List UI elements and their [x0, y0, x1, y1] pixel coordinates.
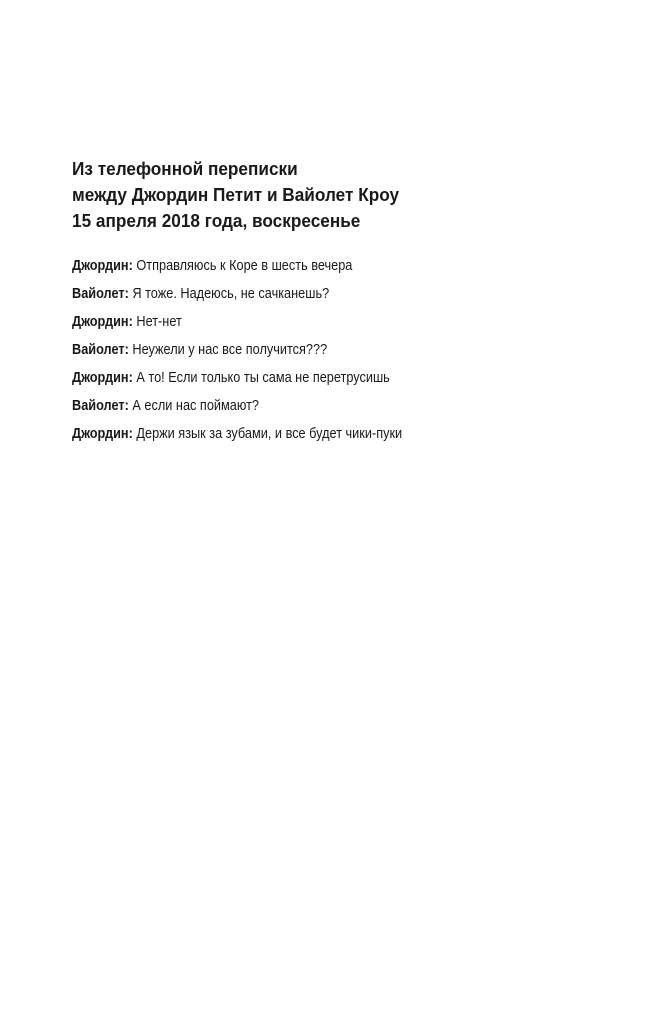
message-speaker: Джордин: [72, 314, 133, 330]
message-speaker: Вайолет: [72, 398, 129, 414]
message-speaker: Вайолет: [72, 342, 129, 358]
message-speaker: Вайолет: [72, 286, 129, 302]
message-speaker: Джордин: [72, 426, 133, 442]
message-text: А то! Если только ты сама не перетрусишь [136, 370, 390, 386]
message-text: А если нас поймают? [132, 398, 260, 414]
message-text: Держи язык за зубами, и все будет чики-пуки [136, 426, 403, 442]
heading-line-3: 15 апреля 2018 года, воскресенье [72, 210, 361, 231]
message-line [72, 336, 536, 364]
section-heading [72, 156, 574, 234]
heading-line-2: между Джордин Петит и Вайолет Кроу [72, 184, 400, 205]
message-line [72, 308, 536, 336]
message-line [72, 364, 536, 392]
message-line [72, 392, 536, 420]
message-text: Нет-нет [136, 314, 182, 330]
message-text: Я тоже. Надеюсь, не сачканешь? [132, 286, 330, 302]
message-speaker: Джордин: [72, 370, 133, 386]
document-page [72, 156, 612, 448]
message-speaker: Джордин: [72, 258, 133, 274]
message-line [72, 420, 536, 448]
message-line [72, 280, 536, 308]
heading-line-1: Из телефонной переписки [72, 158, 298, 179]
message-text: Отправляюсь к Коре в шесть вечера [136, 258, 353, 274]
message-line [72, 252, 536, 280]
message-list [72, 252, 612, 448]
message-text: Неужели у нас все получится??? [132, 342, 328, 358]
